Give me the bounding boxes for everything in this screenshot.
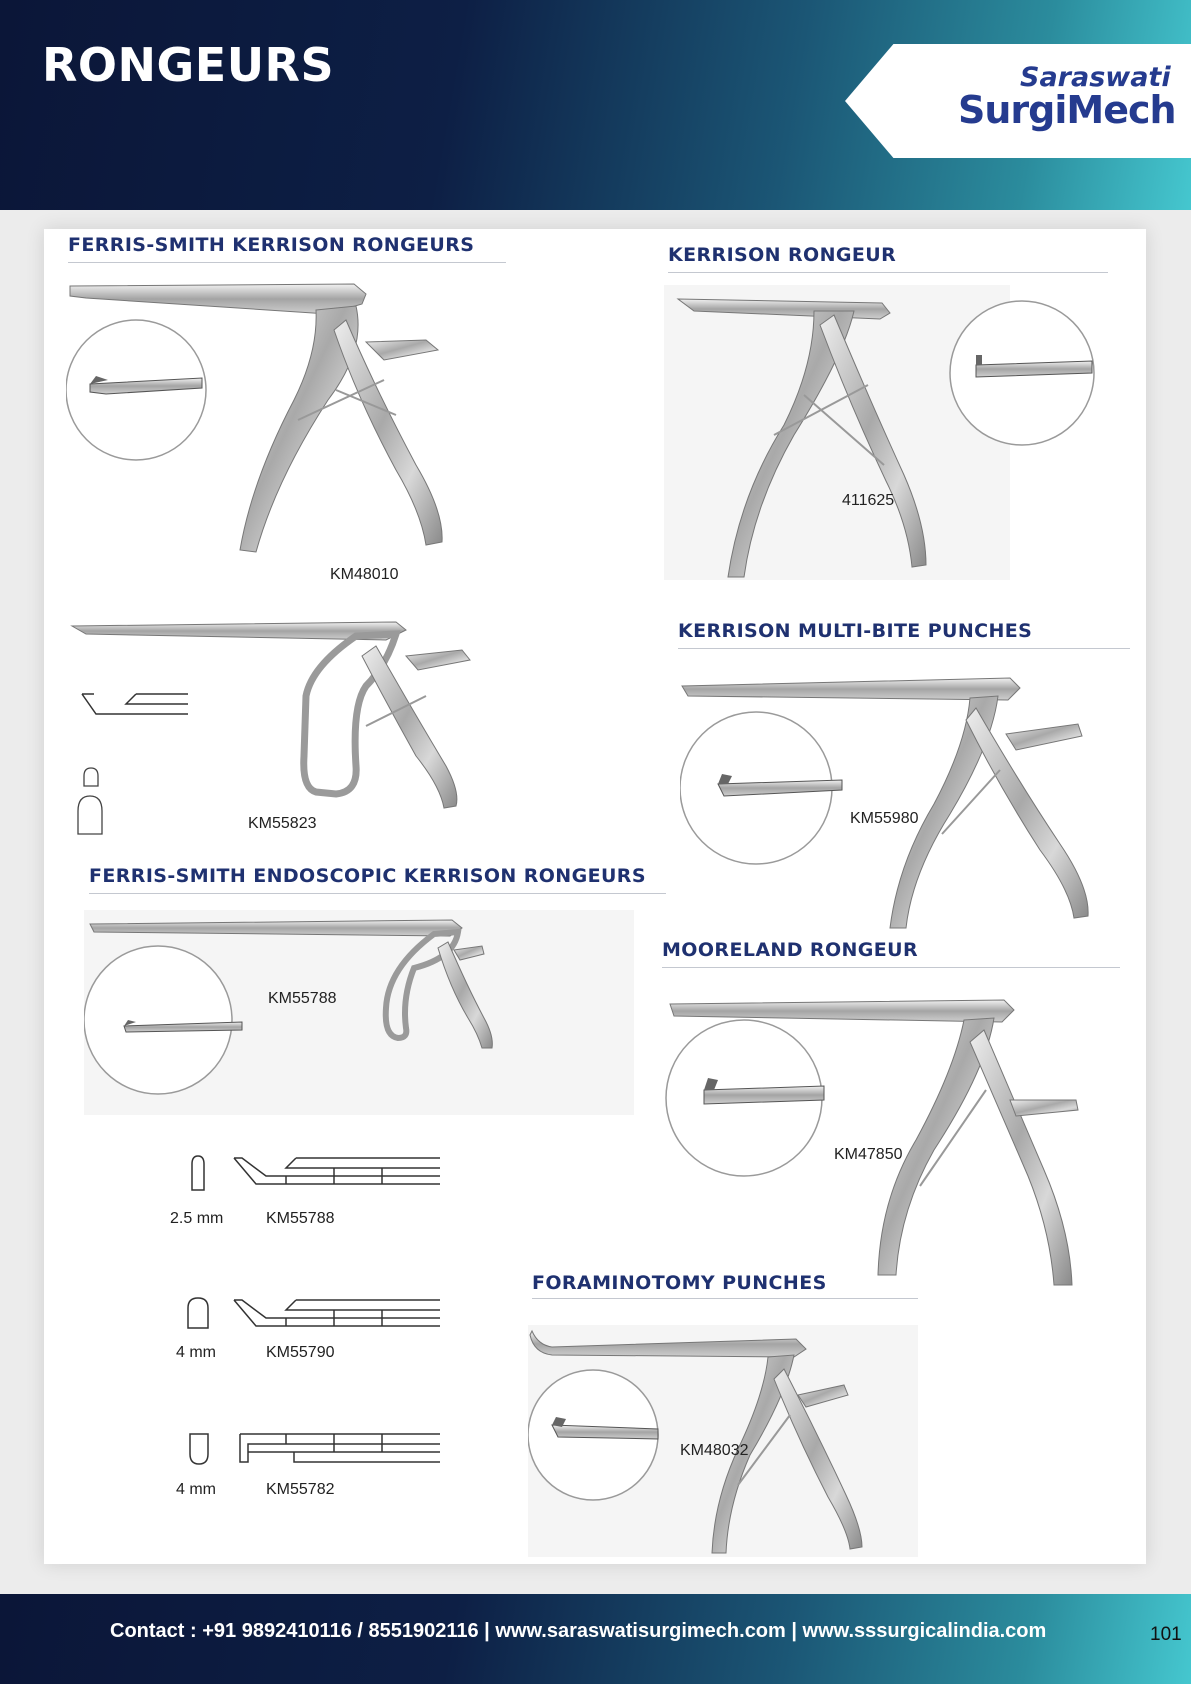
tip-product-code: KM55790 [266, 1344, 335, 1361]
rongeur-image-km55823 [66, 616, 506, 841]
footer-contact-info: Contact : +91 9892410116 / 8551902116 | www.saraswatisurgimech.com | www.sssurgicalindia.com [110, 1620, 1047, 1642]
section-title-ferris-smith-kerrison: FERRIS-SMITH KERRISON RONGEURS [68, 234, 475, 256]
section-rule [89, 893, 666, 894]
rongeur-image-km55980 [680, 664, 1140, 932]
tip-product-code: KM55788 [266, 1210, 335, 1227]
section-title-mooreland-rongeur: MOORELAND RONGEUR [662, 939, 919, 961]
rongeur-image-km47850 [664, 990, 1104, 1290]
rongeur-image-km48032 [528, 1325, 918, 1557]
tip-size-label: 2.5 mm [170, 1210, 224, 1227]
page-number: 101 [1150, 1624, 1182, 1645]
section-title-ferris-smith-endoscopic: FERRIS-SMITH ENDOSCOPIC KERRISON RONGEURS [89, 865, 646, 887]
rongeur-image-411625 [664, 285, 1104, 580]
product-code-km55980: KM55980 [850, 810, 919, 827]
product-code-km48010: KM48010 [330, 566, 399, 583]
product-code-km47850: KM47850 [834, 1146, 903, 1163]
section-rule [662, 967, 1120, 968]
rongeur-image-km48010 [66, 280, 506, 565]
product-code-km55823: KM55823 [248, 815, 317, 832]
section-title-foraminotomy-punches: FORAMINOTOMY PUNCHES [532, 1272, 827, 1294]
product-code-km55788-photo: KM55788 [268, 990, 337, 1007]
tip-size-label: 4 mm [176, 1344, 216, 1361]
tip-diagram-km55790 [186, 1290, 446, 1338]
section-title-kerrison-multi-bite: KERRISON MULTI-BITE PUNCHES [678, 620, 1033, 642]
tip-diagram-km55788 [186, 1152, 446, 1200]
tip-product-code: KM55782 [266, 1481, 335, 1498]
section-rule [668, 272, 1108, 273]
logo-text-saraswati: Saraswati [1020, 62, 1171, 93]
product-code-km48032: KM48032 [680, 1442, 749, 1459]
section-rule [68, 262, 506, 263]
tip-size-label: 4 mm [176, 1481, 216, 1498]
product-code-411625: 411625 [842, 492, 895, 509]
section-rule [532, 1298, 918, 1299]
tip-diagram-km55782 [186, 1428, 446, 1476]
section-rule [678, 648, 1130, 649]
page-title: RONGEURS [42, 38, 335, 92]
logo-text-surgimech: SurgiMech [958, 88, 1176, 132]
section-title-kerrison-rongeur: KERRISON RONGEUR [668, 244, 897, 266]
